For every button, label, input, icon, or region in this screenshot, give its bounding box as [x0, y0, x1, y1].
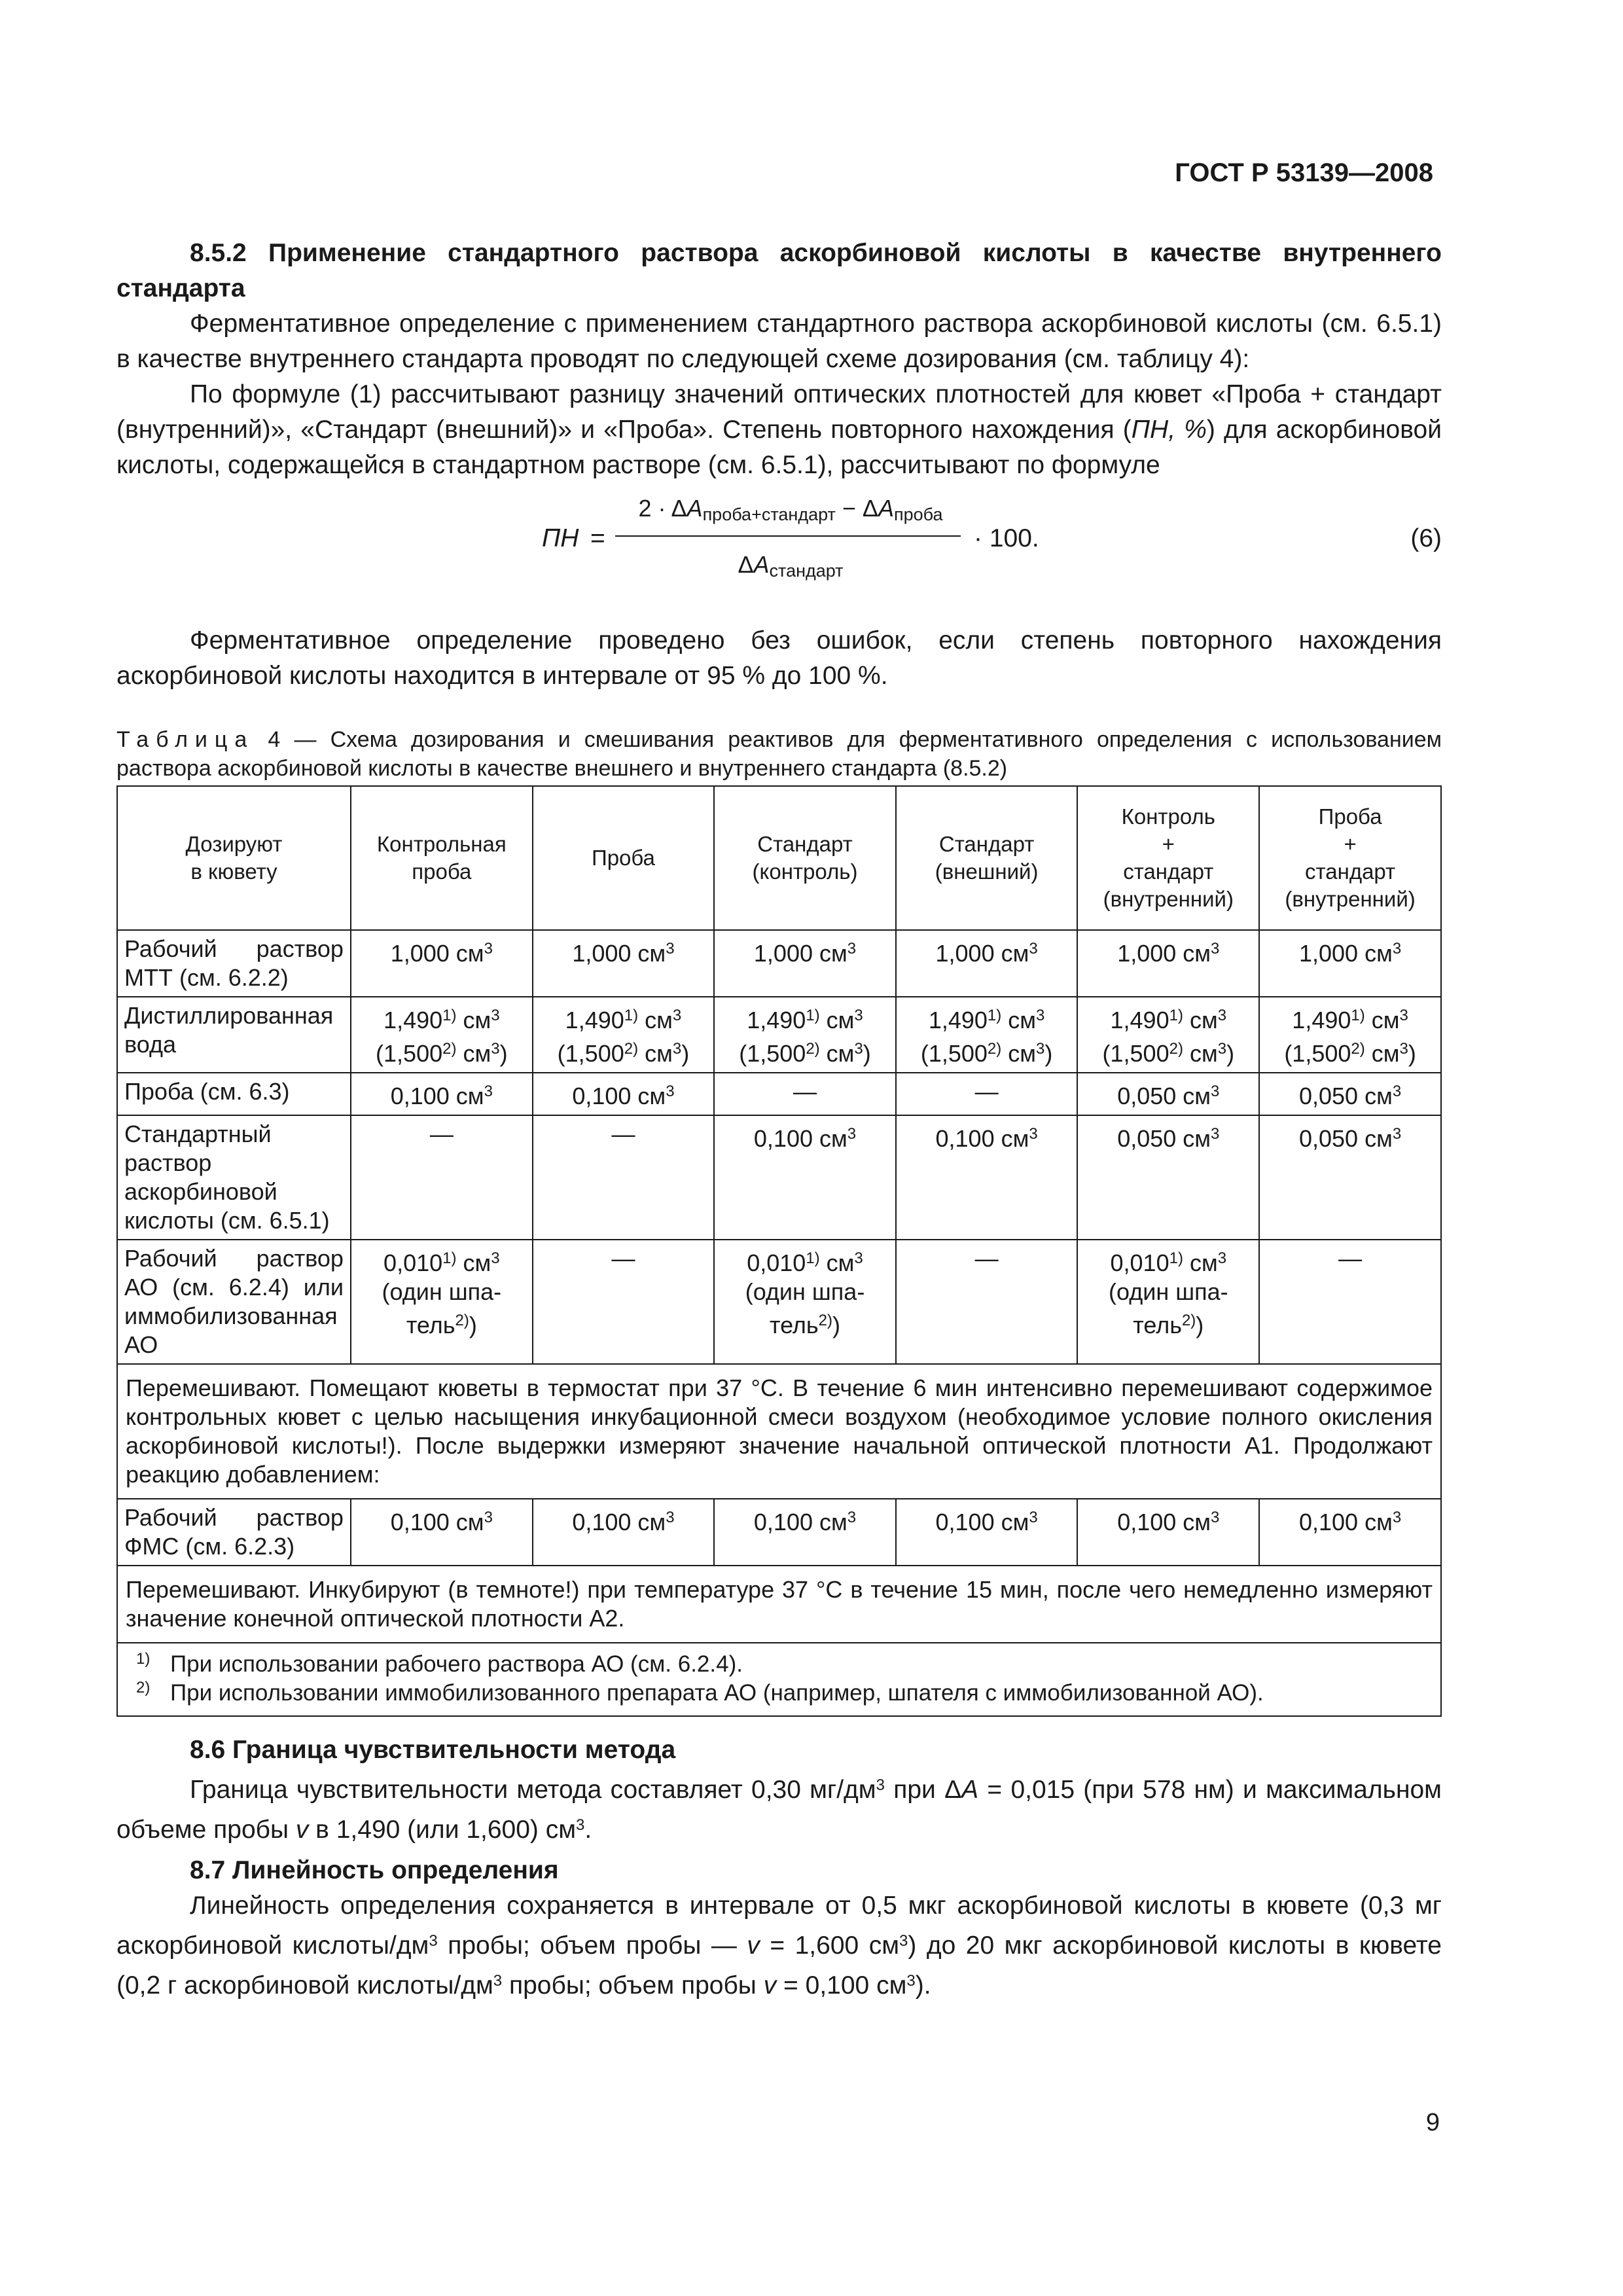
header-cell: Дозируют в кювету: [117, 786, 351, 930]
table-note: Перемешивают. Помещают кюветы в термостат при 37 °С. В течение 6 мин интенсивно перемешивают содержимое контрольных кювет с целью насыщения инкубационной смеси воздухом (необходимое условие полного окисления аскорбиновой кислоты!). После выдержки измеряют значение начальной оптической плотности А1. Продолжают реакцию добавлением:: [117, 1364, 1441, 1499]
row-label: Дистиллированная вода: [117, 997, 351, 1073]
row-label: Рабочий раствор АО (см. 6.2.4) или иммобилизованная АО: [117, 1240, 351, 1364]
footnote: 1) При использовании рабочего раствора АО (см. 6.2.4).: [136, 1650, 743, 1677]
table-cell: 0,100 см$^3$: [351, 1499, 533, 1566]
table-cell: 0,050 см$^3$: [1259, 1115, 1441, 1240]
table-cell: 0,100 см$^3$: [1077, 1499, 1259, 1566]
table-cell: —: [533, 1240, 715, 1364]
row-label: Рабочий раствор МТТ (см. 6.2.2): [117, 930, 351, 997]
table-cell: —: [1259, 1240, 1441, 1364]
document-code: ГОСТ Р 53139—2008: [1175, 158, 1433, 187]
table-cell: 1,490$^{1)}$ см$^3$ (1,500$^{2)}$ см$^3$): [1077, 997, 1259, 1073]
page-content: [116, 236, 1442, 2003]
header-cell: Проба: [533, 786, 715, 930]
table-row: [117, 1073, 1441, 1115]
header-cell: Контрольная проба: [351, 786, 533, 930]
header-cell: Контроль + стандарт (внутренний): [1077, 786, 1259, 930]
formula-denominator: $\Delta A_{стандарт}$: [738, 551, 844, 581]
table-note-row: [117, 1364, 1441, 1499]
formula-6: [116, 492, 1442, 594]
table-row: [117, 1240, 1441, 1364]
paragraph: Линейность определения сохраняется в интервале от 0,5 мкг аскорбиновой кислоты в кювете (0,3 мг аскорбиновой кислоты/дм$^3$ пробы; объем пробы — v = 1,600 см$^3$) до 20 мкг аскорбиновой кислоты в кювете (0,2 г аскорбиновой кислоты/дм$^3$ пробы; объем пробы v = 0,100 см$^3$).: [116, 1892, 1442, 2000]
table-row: [117, 930, 1441, 997]
formula-equals: =: [590, 524, 605, 552]
table-cell: —: [896, 1240, 1078, 1364]
table-cell: 0,100 см$^3$: [351, 1073, 533, 1115]
table-cell: 0,100 см$^3$: [896, 1499, 1078, 1566]
table-cell: 1,000 см$^3$: [1259, 930, 1441, 997]
paragraph: Ферментативное определение проведено без ошибок, если степень повторного нахождения аскорбиновой кислоты находится в интервале от 95 % до 100 %.: [116, 626, 1442, 690]
header-cell: Стандарт (внешний): [896, 786, 1078, 930]
header-cell: Проба + стандарт (внутренний): [1259, 786, 1441, 930]
table-note-row: [117, 1566, 1441, 1643]
section-8-7-heading: 8.7 Линейность определения: [190, 1856, 559, 1884]
row-label: Проба (см. 6.3): [117, 1073, 351, 1115]
table-cell: 0,100 см$^3$: [714, 1115, 896, 1240]
table-footnotes-row: [117, 1643, 1441, 1716]
table-cell: —: [533, 1115, 715, 1240]
fraction-bar: [615, 535, 961, 537]
table-cell: 1,000 см$^3$: [533, 930, 715, 997]
table-cell: 1,490$^{1)}$ см$^3$ (1,500$^{2)}$ см$^3$): [714, 997, 896, 1073]
section-8-6-heading: 8.6 Граница чувствительности метода: [190, 1736, 676, 1764]
table-cell: 0,010$^{1)}$ см$^3$ (один шпа- тель$^{2)}$): [1077, 1240, 1259, 1364]
table-row: [117, 1499, 1441, 1566]
formula-numerator: $2 \cdot \Delta A_{проба+стандарт} - \Delta A_{проба}$: [638, 495, 943, 524]
footnote: 2) При использовании иммобилизованного препарата АО (например, шпателя с иммобилизованной АО).: [136, 1679, 1264, 1706]
table-cell: 0,050 см$^3$: [1077, 1073, 1259, 1115]
table-cell: 0,100 см$^3$: [714, 1499, 896, 1566]
table-cell: 1,000 см$^3$: [714, 930, 896, 997]
table-caption: Таблица 4 — Схема дозирования и смешивания реактивов для ферментативного определения с использованием раствора аскорбиновой кислоты в качестве внешнего и внутреннего стандарта (8.5.2): [116, 727, 1442, 781]
page-number: 9: [1425, 2109, 1440, 2136]
table-cell: 0,100 см$^3$: [533, 1499, 715, 1566]
table-cell: 1,000 см$^3$: [896, 930, 1078, 997]
table-cell: 0,100 см$^3$: [1259, 1499, 1441, 1566]
table-cell: 1,490$^{1)}$ см$^3$ (1,500$^{2)}$ см$^3$): [896, 997, 1078, 1073]
paragraph: По формуле (1) рассчитывают разницу значений оптических плотностей для кювет «Проба + стандарт (внутренний)», «Стандарт (внешний)» и «Проба». Степень повторного нахождения (ПН, %) для аскорбиновой кислоты, содержащейся в стандартном растворе (см. 6.5.1), рассчитывают по формуле: [116, 380, 1442, 479]
table-cell: 0,050 см$^3$: [1077, 1115, 1259, 1240]
row-label: Стандартный раствор аскорбиновой кислоты (см. 6.5.1): [117, 1115, 351, 1240]
table-cell: 1,490$^{1)}$ см$^3$ (1,500$^{2)}$ см$^3$): [533, 997, 715, 1073]
table-cell: 0,100 см$^3$: [533, 1073, 715, 1115]
row-label: Рабочий раствор ФМС (см. 6.2.3): [117, 1499, 351, 1566]
table-cell: 1,000 см$^3$: [351, 930, 533, 997]
table-cell: —: [714, 1073, 896, 1115]
table-row: [117, 997, 1441, 1073]
header-cell: Стандарт (контроль): [714, 786, 896, 930]
table-cell: 0,010$^{1)}$ см$^3$ (один шпа- тель$^{2)}$): [714, 1240, 896, 1364]
table-cell: 0,100 см$^3$: [896, 1115, 1078, 1240]
table-cell: —: [896, 1073, 1078, 1115]
table-footnotes: [117, 1643, 1441, 1716]
table-cell: 0,050 см$^3$: [1259, 1073, 1441, 1115]
table-cell: 1,490$^{1)}$ см$^3$ (1,500$^{2)}$ см$^3$): [351, 997, 533, 1073]
table-cell: 1,490$^{1)}$ см$^3$ (1,500$^{2)}$ см$^3$): [1259, 997, 1441, 1073]
table-row: [117, 1115, 1441, 1240]
formula-number: (6): [1410, 524, 1442, 552]
paragraph: Граница чувствительности метода составляет 0,30 мг/дм$^3$ при ΔA = 0,015 (при 578 нм) и максимальном объеме пробы v в 1,490 (или 1,600) см$^3$.: [116, 1776, 1442, 1844]
table-note: Перемешивают. Инкубируют (в темноте!) при температуре 37 °С в течение 15 мин, после чего немедленно измеряют значение конечной оптической плотности А2.: [117, 1566, 1441, 1643]
dosing-table: [116, 785, 1442, 1717]
formula-multiplier: · 100.: [974, 524, 1039, 552]
table-cell: —: [351, 1115, 533, 1240]
paragraph: Ферментативное определение с применением стандартного раствора аскорбиновой кислоты (см. 6.5.1) в качестве внутреннего стандарта проводят по следующей схеме дозирования (см. таблицу 4):: [116, 310, 1442, 373]
section-8-5-2-heading: 8.5.2 Применение стандартного раствора аскорбиновой кислоты в качестве внутреннего стандарта: [116, 239, 1442, 302]
formula-lhs: ПН: [542, 524, 579, 552]
table-cell: 1,000 см$^3$: [1077, 930, 1259, 997]
table-cell: 0,010$^{1)}$ см$^3$ (один шпа- тель$^{2)}$): [351, 1240, 533, 1364]
table-header-row: [117, 786, 1441, 930]
